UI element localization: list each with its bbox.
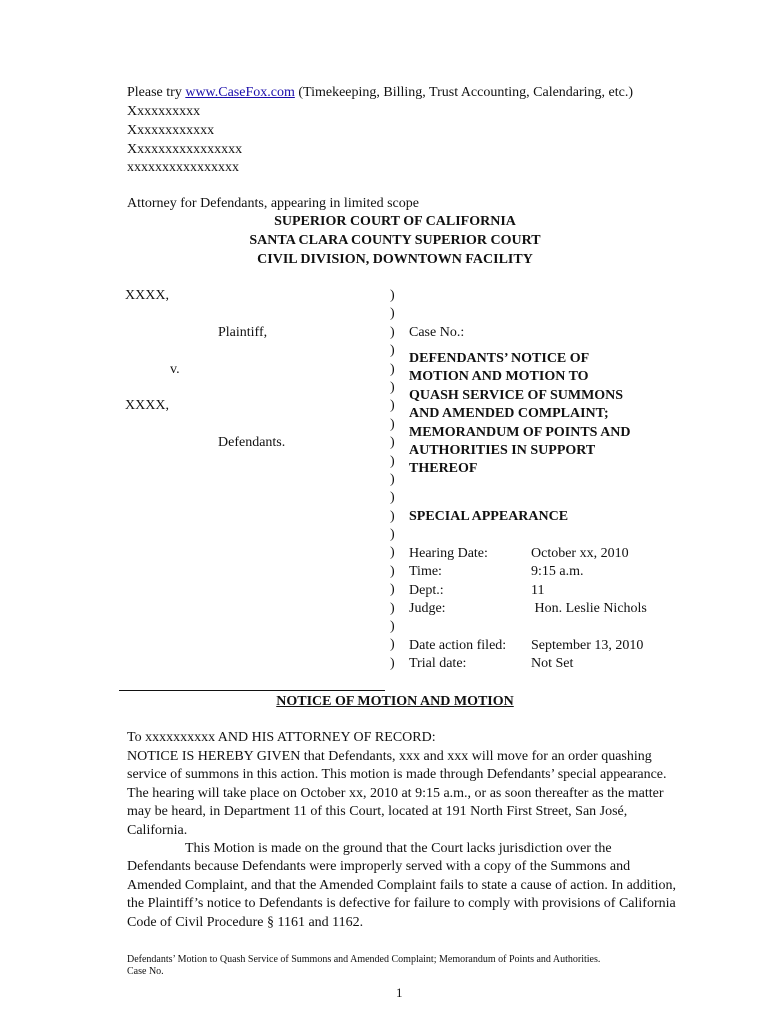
header-line-1: Xxxxxxxxxx [127,104,201,119]
header-line-2: Xxxxxxxxxxxx [127,123,215,138]
hearing-date-row [409,545,629,563]
hearing-judge-label: Judge: [409,601,446,616]
caption-line: DEFENDANTS’ NOTICE OF [409,351,590,366]
versus: v. [170,362,180,377]
hearing-dept-label: Dept.: [409,583,444,598]
page-footer [127,954,687,978]
section-heading: NOTICE OF MOTION AND MOTION [276,694,514,709]
caption-line: THEREOF [409,461,478,477]
trial-date-label: Trial date: [409,656,467,671]
hearing-dept-value: 11 [531,583,545,598]
page-number: 1 [396,985,403,1000]
hearing-time-value: 9:15 a.m. [531,564,584,579]
hearing-dept-row [409,582,544,600]
caption-line: MEMORANDUM OF POINTS AND [409,424,631,440]
header-line-4: xxxxxxxxxxxxxxxx [127,160,239,175]
court-title-2: SANTA CLARA COUNTY SUPERIOR COURT [249,233,541,248]
promo-line [127,84,633,102]
trial-date-value: Not Set [531,656,574,671]
court-title-3: CIVIL DIVISION, DOWNTOWN FACILITY [257,252,533,267]
special-appearance: SPECIAL APPEARANCE [409,509,569,524]
footer-line-1: Defendants’ Motion to Quash Service of Summons and Amended Complaint; Memorandum of Points and Authorities. [127,954,601,965]
hearing-time-label: Time: [409,564,442,579]
caption-line: MOTION AND MOTION TO [409,369,589,385]
notice-paragraph: NOTICE IS HEREBY GIVEN that Defendants, xxx and xxx will move for an order quashing service of summons in this action. This motion is made through Defendants’ special appearance. The hearing will take place on October xx, 2010 at 9:15 a.m., or as soon thereafter as the matter may be heard, in Department 11 of this Court, located at 191 North First Street, San José, California. [127,749,667,838]
date-filed-value: September 13, 2010 [531,638,644,653]
hearing-judge-value: Hon. Leslie Nichols [531,601,647,616]
date-filed-label: Date action filed: [409,638,507,653]
court-title-1: SUPERIOR COURT OF CALIFORNIA [274,214,516,229]
to-line: To xxxxxxxxxx AND HIS ATTORNEY OF RECORD: [127,730,436,745]
caption-line: QUASH SERVICE OF SUMMONS [409,387,624,403]
caption-parenthesis-column: ) ) ) ) ) ) ) ) ) ) ) ) ) ) ) ) ) ) ) ) ) [390,288,395,671]
hearing-time-row [409,563,584,581]
defendant-label: Defendants. [218,435,286,450]
plaintiff-name: XXXX, [125,288,169,303]
case-no-label: Case No.: [409,325,465,340]
trial-date-row [409,655,573,673]
footer-case-no: Case No. [127,966,164,977]
hearing-date-label: Hearing Date: [409,546,488,561]
grounds-paragraph: This Motion is made on the ground that the Court lacks jurisdiction over the Defendants because Defendants were improperly served with a copy of the Summons and Amended Complaint, and that the Amended Complaint fails to state a cause of action. In addition, the Plaintiff’s notice to Defendants is defective for failure to comply with provisions of California Code of Civil Procedure § 1161 and 1162. [127,841,676,930]
caption-divider [119,690,385,691]
date-filed-row [409,637,643,655]
hearing-judge-row [409,600,647,618]
hearing-date-value: October xx, 2010 [531,546,629,561]
casefox-link[interactable]: www.CaseFox.com [185,85,295,100]
caption-line: AUTHORITIES IN SUPPORT [409,442,596,458]
promo-suffix: (Timekeeping, Billing, Trust Accounting, Calendaring, etc.) [294,85,634,100]
attorney-for: Attorney for Defendants, appearing in limited scope [127,196,419,211]
header-line-3: Xxxxxxxxxxxxxxxx [127,142,243,157]
document-caption-title [409,350,709,479]
plaintiff-label: Plaintiff, [218,325,268,340]
promo-prefix: Please try [127,85,186,100]
caption-line: AND AMENDED COMPLAINT; [409,406,609,422]
defendant-name: XXXX, [125,398,169,413]
